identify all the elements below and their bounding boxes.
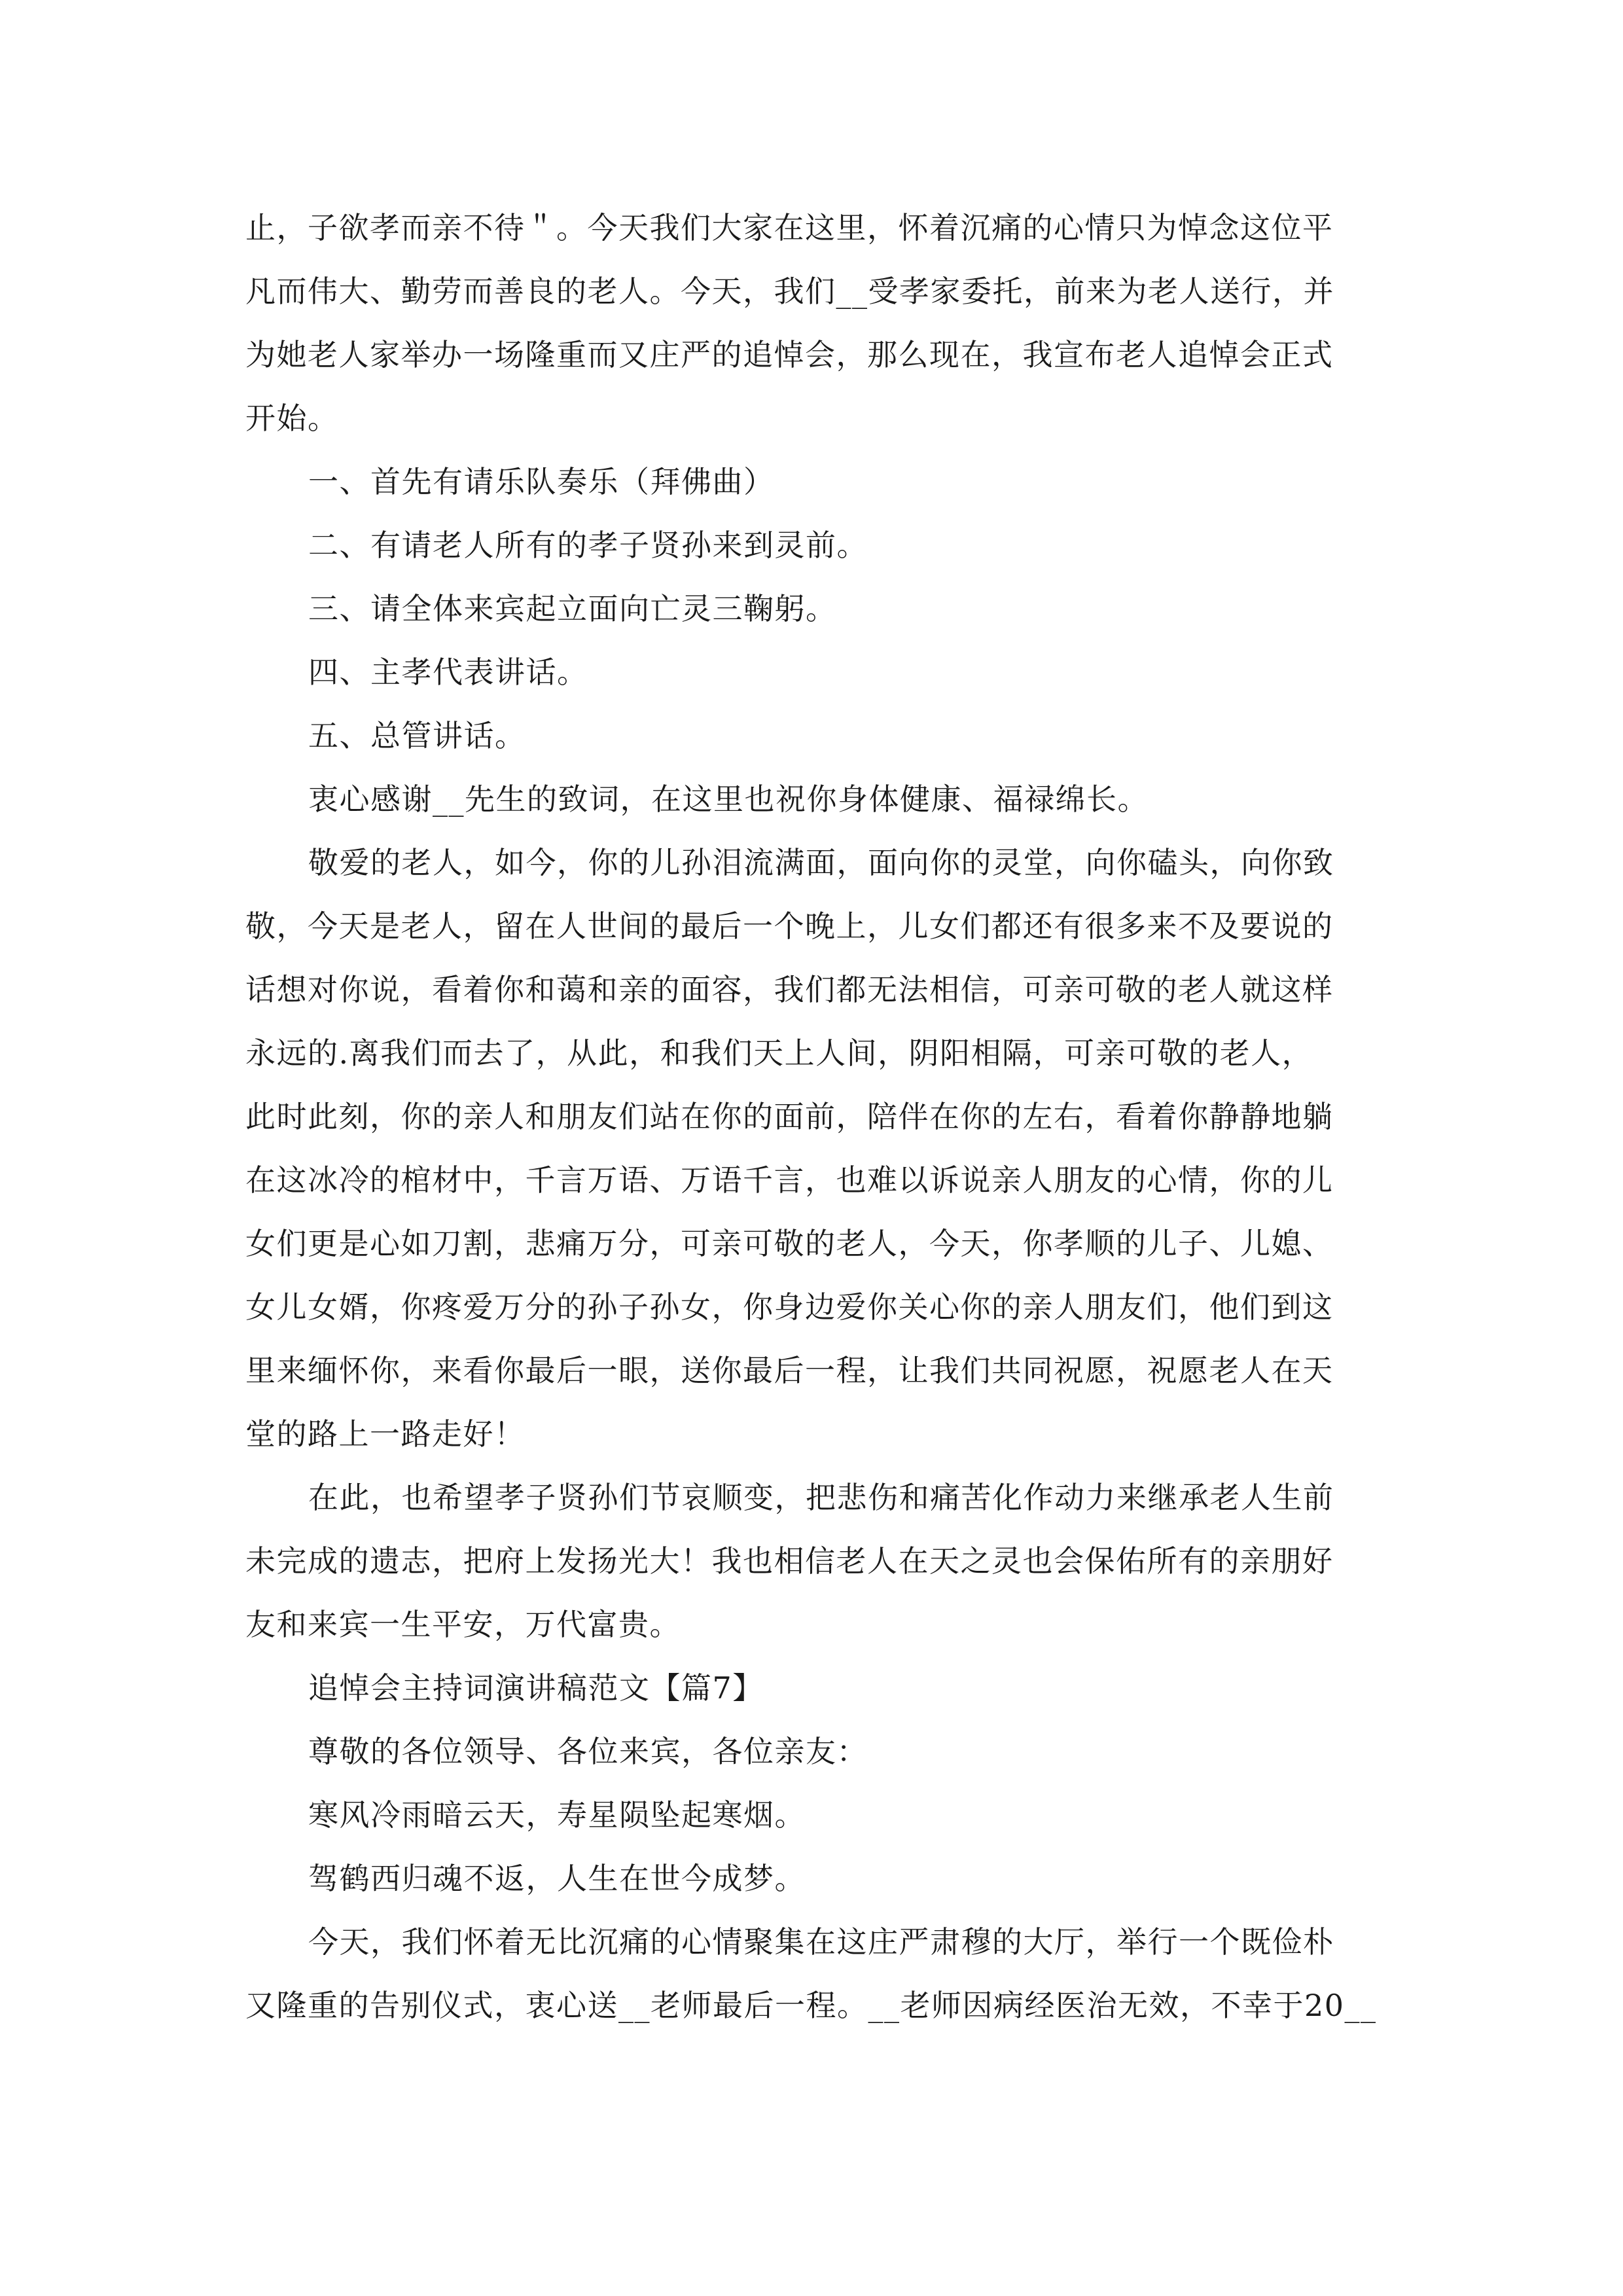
document-body <box>245 196 1378 2037</box>
text-line: 又隆重的告别仪式，衷心送__老师最后一程。__老师因病经医治无效，不幸于20__ <box>245 1988 1377 2023</box>
text-line: 今天，我们怀着无比沉痛的心情聚集在这庄严肃穆的大厅，举行一个既俭朴 <box>308 1924 1334 1960</box>
text-line: 驾鹤西归魂不返，人生在世今成梦。 <box>308 1861 806 1896</box>
text-line: 女们更是心如刀割，悲痛万分，可亲可敬的老人，今天，你孝顺的儿子、儿媳、 <box>245 1226 1334 1261</box>
text-line: 女儿女婿，你疼爱万分的孙子孙女，你身边爱你关心你的亲人朋友们，他们到这 <box>245 1289 1334 1325</box>
text-line: 敬，今天是老人，留在人世间的最后一个晚上，儿女们都还有很多来不及要说的 <box>245 908 1334 944</box>
text-line: 友和来宾一生平安，万代富贵。 <box>245 1607 681 1642</box>
text-line: 四、主孝代表讲话。 <box>308 655 588 690</box>
text-line: 里来缅怀你，来看你最后一眼，送你最后一程，让我们共同祝愿，祝愿老人在天 <box>245 1353 1334 1388</box>
text-line: 衷心感谢__先生的致词，在这里也祝你身体健康、福禄绵长。 <box>308 781 1149 817</box>
text-line: 开始。 <box>245 401 339 436</box>
text-line: 五、总管讲话。 <box>308 718 526 753</box>
text-line: 永远的.离我们而去了，从此，和我们天上人间，阴阳相隔，可亲可敬的老人， <box>245 1035 1313 1071</box>
text-line: 一、首先有请乐队奏乐（拜佛曲） <box>308 464 775 499</box>
text-line: 三、请全体来宾起立面向亡灵三鞠躬。 <box>308 591 837 626</box>
text-line: 此时此刻，你的亲人和朋友们站在你的面前，陪伴在你的左右，看着你静静地躺 <box>245 1099 1334 1134</box>
text-line: 话想对你说，看着你和蔼和亲的面容，我们都无法相信，可亲可敬的老人就这样 <box>245 972 1334 1007</box>
text-line: 为她老人家举办一场隆重而又庄严的追悼会，那么现在，我宣布老人追悼会正式 <box>245 337 1334 372</box>
text-line: 寒风冷雨暗云天，寿星陨坠起寒烟。 <box>308 1797 806 1833</box>
text-line: 凡而伟大、勤劳而善良的老人。今天，我们__受孝家委托，前来为老人送行，并 <box>245 274 1334 309</box>
section-heading: 追悼会主持词演讲稿范文【篇7】 <box>308 1670 764 1706</box>
text-line: 二、有请老人所有的孝子贤孙来到灵前。 <box>308 528 868 563</box>
text-line: 未完成的遗志，把府上发扬光大！我也相信老人在天之灵也会保佑所有的亲朋好 <box>245 1543 1334 1579</box>
text-line: 在此，也希望孝子贤孙们节哀顺变，把悲伤和痛苦化作动力来继承老人生前 <box>308 1480 1334 1515</box>
text-line: 敬爱的老人，如今，你的儿孙泪流满面，面向你的灵堂，向你磕头，向你致 <box>308 845 1334 880</box>
text-line: 堂的路上一路走好！ <box>245 1416 526 1452</box>
text-line: 止，子欲孝而亲不待＂。今天我们大家在这里，怀着沉痛的心情只为悼念这位平 <box>245 210 1334 245</box>
text-line: 尊敬的各位领导、各位来宾，各位亲友： <box>308 1734 868 1769</box>
text-line: 在这冰冷的棺材中，千言万语、万语千言，也难以诉说亲人朋友的心情，你的儿 <box>245 1162 1334 1198</box>
